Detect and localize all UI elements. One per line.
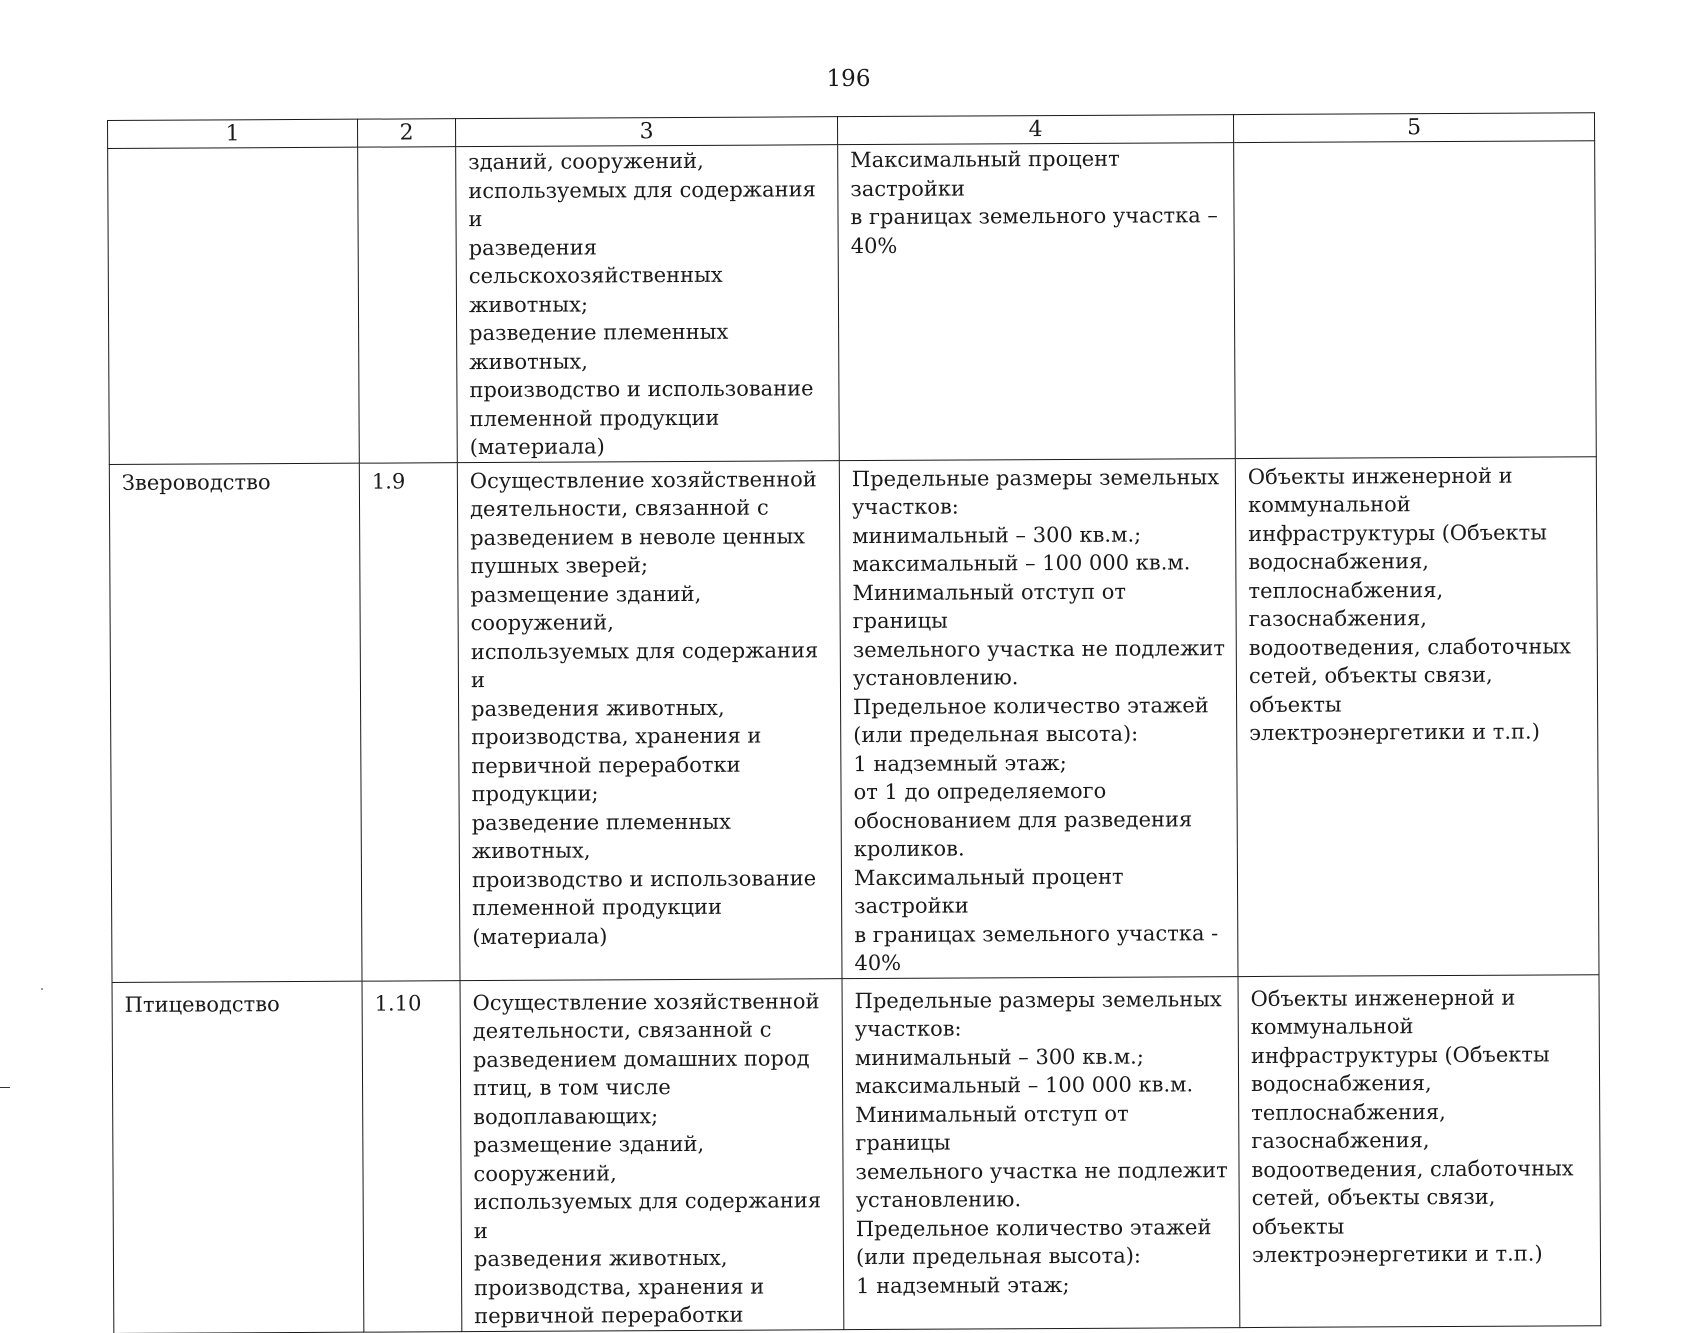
table-row <box>109 456 1599 982</box>
use-type-description: Осуществление хозяйственной деятельности, связанной с разведением домашних пород птиц, в том числе водоплавающих; размещение зданий, сооружений, используемых для содержания и разведения животных, производства, хранения и первичной переработки <box>460 978 844 1331</box>
table-row <box>108 141 1597 464</box>
use-type-name: Птицеводство <box>112 981 364 1333</box>
column-header-3: 3 <box>455 117 837 147</box>
use-type-code: 1.10 <box>362 980 462 1332</box>
scan-edge-mark <box>0 1087 10 1088</box>
scan-speck <box>41 988 43 990</box>
auxiliary-objects <box>1234 141 1597 458</box>
auxiliary-objects: Объекты инженерной и коммунальной инфраструктуры (Объекты водоснабжения, теплоснабжения, газоснабжения, водоотведения, слаботочных сетей, объекты связи, объекты электроэнергетики и т.п.) <box>1235 456 1599 976</box>
column-header-1: 1 <box>108 119 358 148</box>
use-type-code: 1.9 <box>359 462 460 981</box>
page-number: 196 <box>826 66 871 92</box>
use-type-description: Осуществление хозяйственной деятельности, связанной с разведением в неволе ценных пушных зверей; размещение зданий, сооружений, используемых для содержания и разведения животных, производства, хранения и первичной переработки продукции; разведение племенных животных, производство и использование племенной продукции (материала) <box>457 460 842 980</box>
auxiliary-objects: Объекты инженерной и коммунальной инфраструктуры (Объекты водоснабжения, теплоснабжения, газоснабжения, водоотведения, слаботочных сетей, объекты связи, объекты электроэнергетики и т.п.) <box>1238 974 1601 1327</box>
land-use-table <box>107 112 1601 1333</box>
table-row <box>112 974 1601 1333</box>
limit-parameters: Максимальный процент застройки в границах земельного участка – 40% <box>838 143 1236 461</box>
column-header-5: 5 <box>1233 113 1594 143</box>
use-type-name: Звероводство <box>109 463 362 982</box>
limit-parameters: Предельные размеры земельных участков: минимальный – 300 кв.м.; максимальный – 100 000 кв.м. Минимальный отступ от границы земельного участка не подлежит установлению. Предельное количество этажей (или предельная высота): 1 надземный этаж; от 1 до определяемого обоснованием для разведения кроликов. Максимальный процент застройки в границах земельного участка - 40% <box>839 458 1238 978</box>
column-header-2: 2 <box>357 119 455 148</box>
use-type-name <box>108 147 360 464</box>
use-type-description: зданий, сооружений, используемых для содержания и разведения сельскохозяйственных животных; разведение племенных животных, производство и использование племенной продукции (материала) <box>456 145 840 462</box>
column-header-4: 4 <box>837 115 1233 145</box>
limit-parameters: Предельные размеры земельных участков: минимальный – 300 кв.м.; максимальный – 100 000 кв.м. Минимальный отступ от границы земельного участка не подлежит установлению. Предельное количество этажей (или предельная высота): 1 надземный этаж; <box>842 976 1240 1329</box>
use-type-code <box>358 147 458 463</box>
